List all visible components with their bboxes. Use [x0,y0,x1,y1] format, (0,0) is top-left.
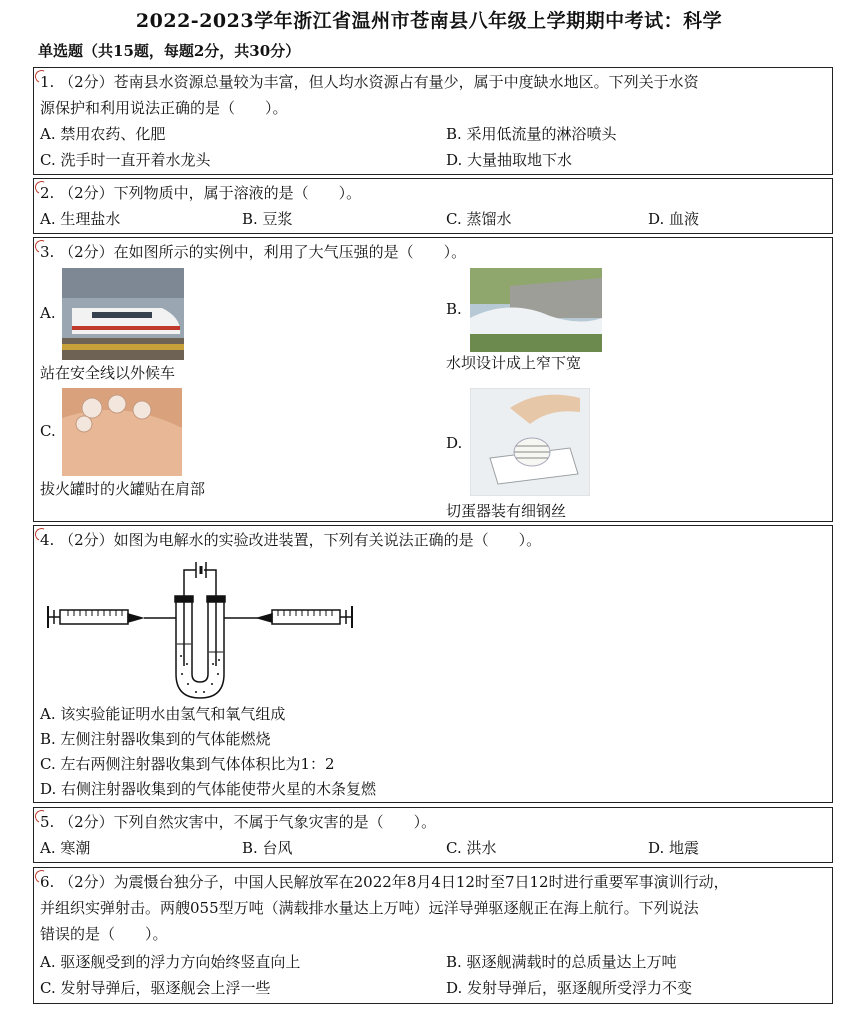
question-stem: 4. （2分）如图为电解水的实验改进装置，下列有关说法正确的是（ ）。 [40,531,542,549]
option-d[interactable]: D. 大量抽取地下水 [446,151,573,169]
option-c[interactable]: C. 左右两侧注射器收集到气体体积比为1：2 [40,755,335,773]
option-b[interactable]: B. [446,300,462,318]
train-photo [62,268,184,360]
caption-a: 站在安全线以外候车 [40,364,176,382]
question-stem: 3. （2分）在如图所示的实例中，利用了大气压强的是（ ）。 [40,243,467,261]
option-b[interactable]: B. 驱逐舰满载时的总质量达上万吨 [446,953,677,971]
option-c[interactable]: C. 蒸馏水 [446,210,512,228]
question-2 [33,178,833,234]
question-stem: 源保护和利用说法正确的是（ ）。 [40,99,288,117]
question-6 [33,867,833,1004]
option-b[interactable]: B. 台风 [242,839,293,857]
question-5 [33,807,833,863]
option-c[interactable]: C. [40,422,56,440]
dam-photo [470,268,602,352]
option-a[interactable]: A. 生理盐水 [40,210,121,228]
option-a[interactable]: A. 驱逐舰受到的浮力方向始终竖直向上 [40,953,301,971]
question-stem: 1. （2分）苍南县水资源总量较为丰富，但人均水资源占有量少，属于中度缺水地区。下列关于水资 [40,73,699,91]
option-c[interactable]: C. 发射导弹后，驱逐舰会上浮一些 [40,979,271,997]
option-a[interactable]: A. [40,304,56,322]
electrolysis-apparatus-diagram [36,556,356,706]
option-d[interactable]: D. 血液 [648,210,700,228]
egg-slicer-photo [470,388,590,496]
question-1 [33,67,833,175]
caption-c: 拔火罐时的火罐贴在肩部 [40,480,206,498]
option-b[interactable]: B. 左侧注射器收集到的气体能燃烧 [40,730,271,748]
option-d[interactable]: D. 地震 [648,839,700,857]
caption-d: 切蛋器装有细钢丝 [446,502,567,520]
option-c[interactable]: C. 洪水 [446,839,497,857]
section-heading: 单选题（共15题，每题2分，共30分） [38,42,301,60]
option-a[interactable]: A. 禁用农药、化肥 [40,125,166,143]
option-b[interactable]: B. 采用低流量的淋浴喷头 [446,125,617,143]
question-stem: 并组织实弹射击。两艘055型万吨（满载排水量达上万吨）远洋导弹驱逐舰正在海上航行。下列说法 [40,899,699,917]
caption-b: 水坝设计成上窄下宽 [446,354,582,372]
question-3 [33,237,833,522]
page-title: 2022-2023学年浙江省温州市苍南县八年级上学期期中考试：科学 [135,10,723,32]
question-stem: 错误的是（ ）。 [40,925,168,943]
question-stem: 6. （2分）为震慑台独分子，中国人民解放军在2022年8月4日12时至7日12时进行重要军事演训行动， [40,873,729,891]
question-stem: 2. （2分）下列物质中，属于溶液的是（ ）。 [40,184,362,202]
option-d[interactable]: D. 右侧注射器收集到的气体能使带火星的木条复燃 [40,780,377,798]
option-c[interactable]: C. 洗手时一直开着水龙头 [40,151,211,169]
question-4 [33,525,833,803]
option-a[interactable]: A. 该实验能证明水由氢气和氧气组成 [40,705,286,723]
option-d[interactable]: D. [446,434,463,452]
cupping-photo [62,388,182,476]
option-d[interactable]: D. 发射导弹后，驱逐舰所受浮力不变 [446,979,693,997]
question-stem: 5. （2分）下列自然灾害中，不属于气象灾害的是（ ）。 [40,813,437,831]
option-b[interactable]: B. 豆浆 [242,210,293,228]
option-a[interactable]: A. 寒潮 [40,839,91,857]
